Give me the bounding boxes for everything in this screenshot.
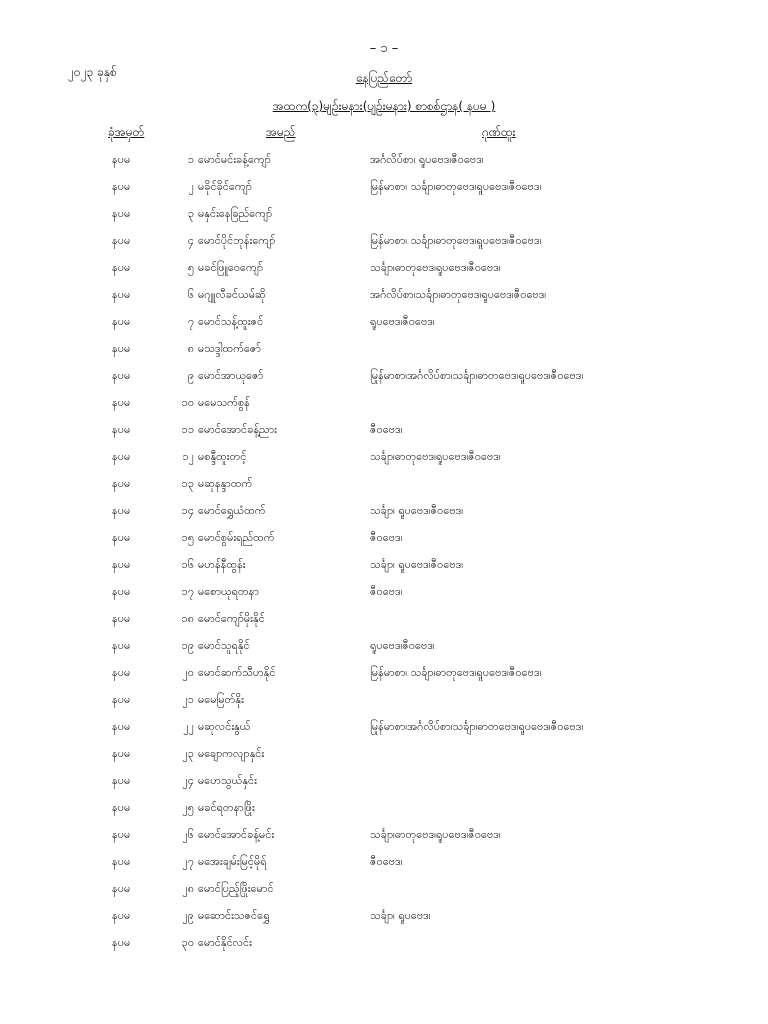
row-name: မစန္ဒီထူးတင့် <box>198 450 247 463</box>
row-distinction: မြန်မာစာ၊ သင်္ချာ၊ဓာတုဗေဒ၊ရူပဗေဒ၊ဇီဝဗေဒ၊ <box>370 180 542 193</box>
row-number: ၁၀ <box>181 396 194 409</box>
column-header-code: ခုံအမှတ် <box>108 125 145 139</box>
list-item <box>0 148 768 175</box>
row-code: နပမ <box>112 369 131 382</box>
row-distinction: သင်္ချာ၊ ရူပဗေဒ၊ <box>370 909 431 922</box>
row-code: နပမ <box>112 234 131 247</box>
row-name: မဆုလင်းနွယ် <box>198 720 251 733</box>
row-name: မောင်အောင်ခန့်မင်း <box>198 828 275 841</box>
row-number: ၁၃ <box>181 477 194 490</box>
row-name: မဟေသွယ်နှင်း <box>198 774 257 787</box>
row-name: မမေမြတ်နိုး <box>198 693 244 706</box>
row-name: မဆောင်းသဇင်ရွှေ <box>198 909 270 922</box>
list-item <box>0 661 768 688</box>
document-title: နေပြည်တော် <box>355 71 413 85</box>
row-number: ၁၆ <box>181 558 194 571</box>
row-number: ၁၈ <box>181 612 194 625</box>
year-label: ၂၀၂၃ ခုနှစ် <box>68 65 117 79</box>
page-number: – ၁ – <box>369 41 399 56</box>
row-number: ၃ <box>187 207 194 220</box>
row-code: နပမ <box>112 531 131 544</box>
row-number: ၂၁ <box>182 693 194 706</box>
row-name: မောင်သူရနိုင် <box>198 639 250 652</box>
list-item <box>0 310 768 337</box>
row-code: နပမ <box>112 315 131 328</box>
row-number: ၃၀ <box>181 936 194 949</box>
row-name: မမေသက်စွန် <box>198 396 250 409</box>
row-code: နပမ <box>112 261 131 274</box>
row-number: ၁၁ <box>181 423 194 436</box>
list-item <box>0 175 768 202</box>
row-number: ၅ <box>187 261 194 274</box>
list-item <box>0 337 768 364</box>
row-code: နပမ <box>112 639 131 652</box>
row-code: နပမ <box>112 153 131 166</box>
list-item <box>0 904 768 931</box>
row-distinction: သင်္ချာ၊ဓာတုဗေဒ၊ရူပဗေဒ၊ဇီဝဗေဒ၊ <box>370 828 501 841</box>
row-name: မောင်ပြည့်ဖြိုးမောင် <box>198 882 274 895</box>
row-number: ၁၅ <box>181 531 194 544</box>
row-name: မနှင်းနေခြည်ကျော် <box>198 207 273 220</box>
list-item <box>0 391 768 418</box>
row-code: နပမ <box>112 585 131 598</box>
row-number: ၈ <box>187 342 194 355</box>
row-number: ၁၄ <box>181 504 194 517</box>
list-item <box>0 688 768 715</box>
list-item <box>0 445 768 472</box>
row-number: ၁၇ <box>181 585 194 598</box>
row-distinction: မြန်မာစာ၊ သင်္ချာ၊ဓာတုဗေဒ၊ရူပဗေဒ၊ဇီဝဗေဒ၊ <box>370 234 542 247</box>
list-item <box>0 823 768 850</box>
row-code: နပမ <box>112 288 131 301</box>
row-code: နပမ <box>112 558 131 571</box>
list-item <box>0 499 768 526</box>
row-name: မောင်အောင်ခန့်ညား <box>198 423 277 436</box>
row-distinction: အင်္ဂလိပ်စာ၊ ရူပဗေဒ၊ဇီဝဗေဒ၊ <box>370 153 484 166</box>
row-name: မခိုင်ခိုင်ကျော် <box>198 180 252 193</box>
row-code: နပမ <box>112 666 131 679</box>
row-number: ၆ <box>187 288 194 301</box>
row-code: နပမ <box>112 180 131 193</box>
document-subtitle: အထက(၃)မျဉ်းမနား(ပျဉ်းမနား) စာစစ်ဌာန( နပမ ) <box>272 99 496 113</box>
row-code: နပမ <box>112 882 131 895</box>
row-number: ၁၂ <box>182 450 194 463</box>
list-item <box>0 229 768 256</box>
row-number: ၂၆ <box>182 828 194 841</box>
row-number: ၂ <box>188 180 194 193</box>
row-name: မောင်ကျော်မိုးနိုင် <box>198 612 265 625</box>
row-code: နပမ <box>112 477 131 490</box>
list-item <box>0 364 768 391</box>
row-code: နပမ <box>112 747 131 760</box>
column-header-name: အမည် <box>266 125 296 139</box>
row-distinction: ဇီဝဗေဒ၊ <box>370 423 403 436</box>
list-item <box>0 580 768 607</box>
row-name: မောင်အာယုဇော် <box>198 369 264 382</box>
row-code: နပမ <box>112 774 131 787</box>
row-name: မောင်မင်းခန့်ကျော် <box>198 153 271 166</box>
list-item <box>0 796 768 823</box>
row-distinction: အင်္ဂလိပ်စာ၊သင်္ချာ၊ဓာတုဗေဒ၊ရူပဗေဒ၊ဇီဝဗေဒ၊ <box>370 288 547 301</box>
list-item <box>0 742 768 769</box>
row-name: မခင်ဖြူဝေကျော် <box>198 261 264 274</box>
row-distinction: ဇီဝဗေဒ၊ <box>370 585 403 598</box>
row-name: မဂျူလီခင်ယမ်ဆို <box>198 288 266 301</box>
row-number: ၂၇ <box>182 855 194 868</box>
row-code: နပမ <box>112 693 131 706</box>
row-distinction: ရူပဗေဒ၊ဇီဝဗေဒ၊ <box>370 639 435 652</box>
row-name: မောင်ရွှေယံထက် <box>198 504 266 517</box>
row-distinction: သင်္ချာ၊ဓာတုဗေဒ၊ရူပဗေဒ၊ဇီဝဗေဒ၊ <box>370 261 501 274</box>
row-number: ၉ <box>187 369 194 382</box>
row-code: နပမ <box>112 936 131 949</box>
row-distinction: ဇီဝဗေဒ၊ <box>370 531 403 544</box>
row-code: နပမ <box>112 342 131 355</box>
row-code: နပမ <box>112 855 131 868</box>
row-name: မဟန်နီထွန်း <box>198 558 246 571</box>
column-header-distinction: ဂုဏ်ထူး <box>482 125 516 139</box>
row-number: ၁၉ <box>181 639 194 652</box>
row-code: နပမ <box>112 612 131 625</box>
row-number: ၂၃ <box>182 747 194 760</box>
row-distinction: သင်္ချာ၊ ရူပဗေဒ၊ဇီဝဗေဒ၊ <box>370 504 464 517</box>
list-item <box>0 877 768 904</box>
row-code: နပမ <box>112 450 131 463</box>
row-name: မအေးချမ်းမြင့်မိုရ် <box>198 855 267 868</box>
row-name: မသဒ္ဒါထက်ဇော် <box>198 342 261 355</box>
list-item <box>0 418 768 445</box>
row-code: နပမ <box>112 801 131 814</box>
row-name: မောင်ဆက်သီဟနိုင် <box>198 666 276 679</box>
row-name: မစောယုရတနာ <box>198 585 259 598</box>
row-number: ၂၄ <box>182 774 194 787</box>
list-item <box>0 769 768 796</box>
row-number: ၂၅ <box>182 801 194 814</box>
row-distinction: မြန်မာစာ၊ သင်္ချာ၊ဓာတုဗေဒ၊ရူပဗေဒ၊ဇီဝဗေဒ၊ <box>370 666 542 679</box>
row-distinction: သင်္ချာ၊ ရူပဗေဒ၊ဇီဝဗေဒ၊ <box>370 558 464 571</box>
row-number: ၂၈ <box>182 882 194 895</box>
list-item <box>0 472 768 499</box>
row-name: မောင်ပိုင်ဘုန်းကျော် <box>198 234 276 247</box>
row-name: မခင်ရတနာဖြိုး <box>198 801 255 814</box>
row-code: နပမ <box>112 504 131 517</box>
row-number: ၂၂ <box>183 720 194 733</box>
list-item <box>0 553 768 580</box>
list-item <box>0 634 768 661</box>
row-number: ၄ <box>187 234 194 247</box>
row-number: ၂၀ <box>182 666 194 679</box>
row-code: နပမ <box>112 720 131 733</box>
row-name: မောင်စွမ်းရည်ထက် <box>198 531 275 544</box>
row-name: မချောကလျာနှင်း <box>198 747 265 760</box>
row-code: နပမ <box>112 207 131 220</box>
row-name: မဆုနန္ဒာထက် <box>198 477 253 490</box>
row-number: ၁ <box>187 153 194 166</box>
list-item <box>0 850 768 877</box>
row-distinction: ရူပဗေဒ၊ဇီဝဗေဒ၊ <box>370 315 435 328</box>
row-distinction: မြန်မာစာ၊အင်္ဂလိပ်စာ၊သင်္ချာ၊ဓာတုဗေဒ၊ရူပဗေဒ၊ဇီဝဗေဒ၊ <box>370 369 584 382</box>
list-item <box>0 607 768 634</box>
list-item <box>0 283 768 310</box>
row-distinction: ဇီဝဗေဒ၊ <box>370 855 403 868</box>
list-item <box>0 526 768 553</box>
row-code: နပမ <box>112 423 131 436</box>
list-item <box>0 931 768 958</box>
list-item <box>0 256 768 283</box>
row-code: နပမ <box>112 909 131 922</box>
results-list <box>0 148 768 958</box>
row-distinction: သင်္ချာ၊ဓာတုဗေဒ၊ရူပဗေဒ၊ဇီဝဗေဒ၊ <box>370 450 501 463</box>
row-name: မောင်နိုင်လင်း <box>198 936 252 949</box>
row-distinction: မြန်မာစာ၊အင်္ဂလိပ်စာ၊သင်္ချာ၊ဓာတုဗေဒ၊ရူပဗေဒ၊ဇီဝဗေဒ၊ <box>370 720 584 733</box>
list-item <box>0 202 768 229</box>
row-code: နပမ <box>112 396 131 409</box>
list-item <box>0 715 768 742</box>
row-name: မောင်သန့်ထူးဇင် <box>198 315 264 328</box>
row-number: ၂၉ <box>182 909 194 922</box>
row-code: နပမ <box>112 828 131 841</box>
row-number: ၇ <box>187 315 194 328</box>
